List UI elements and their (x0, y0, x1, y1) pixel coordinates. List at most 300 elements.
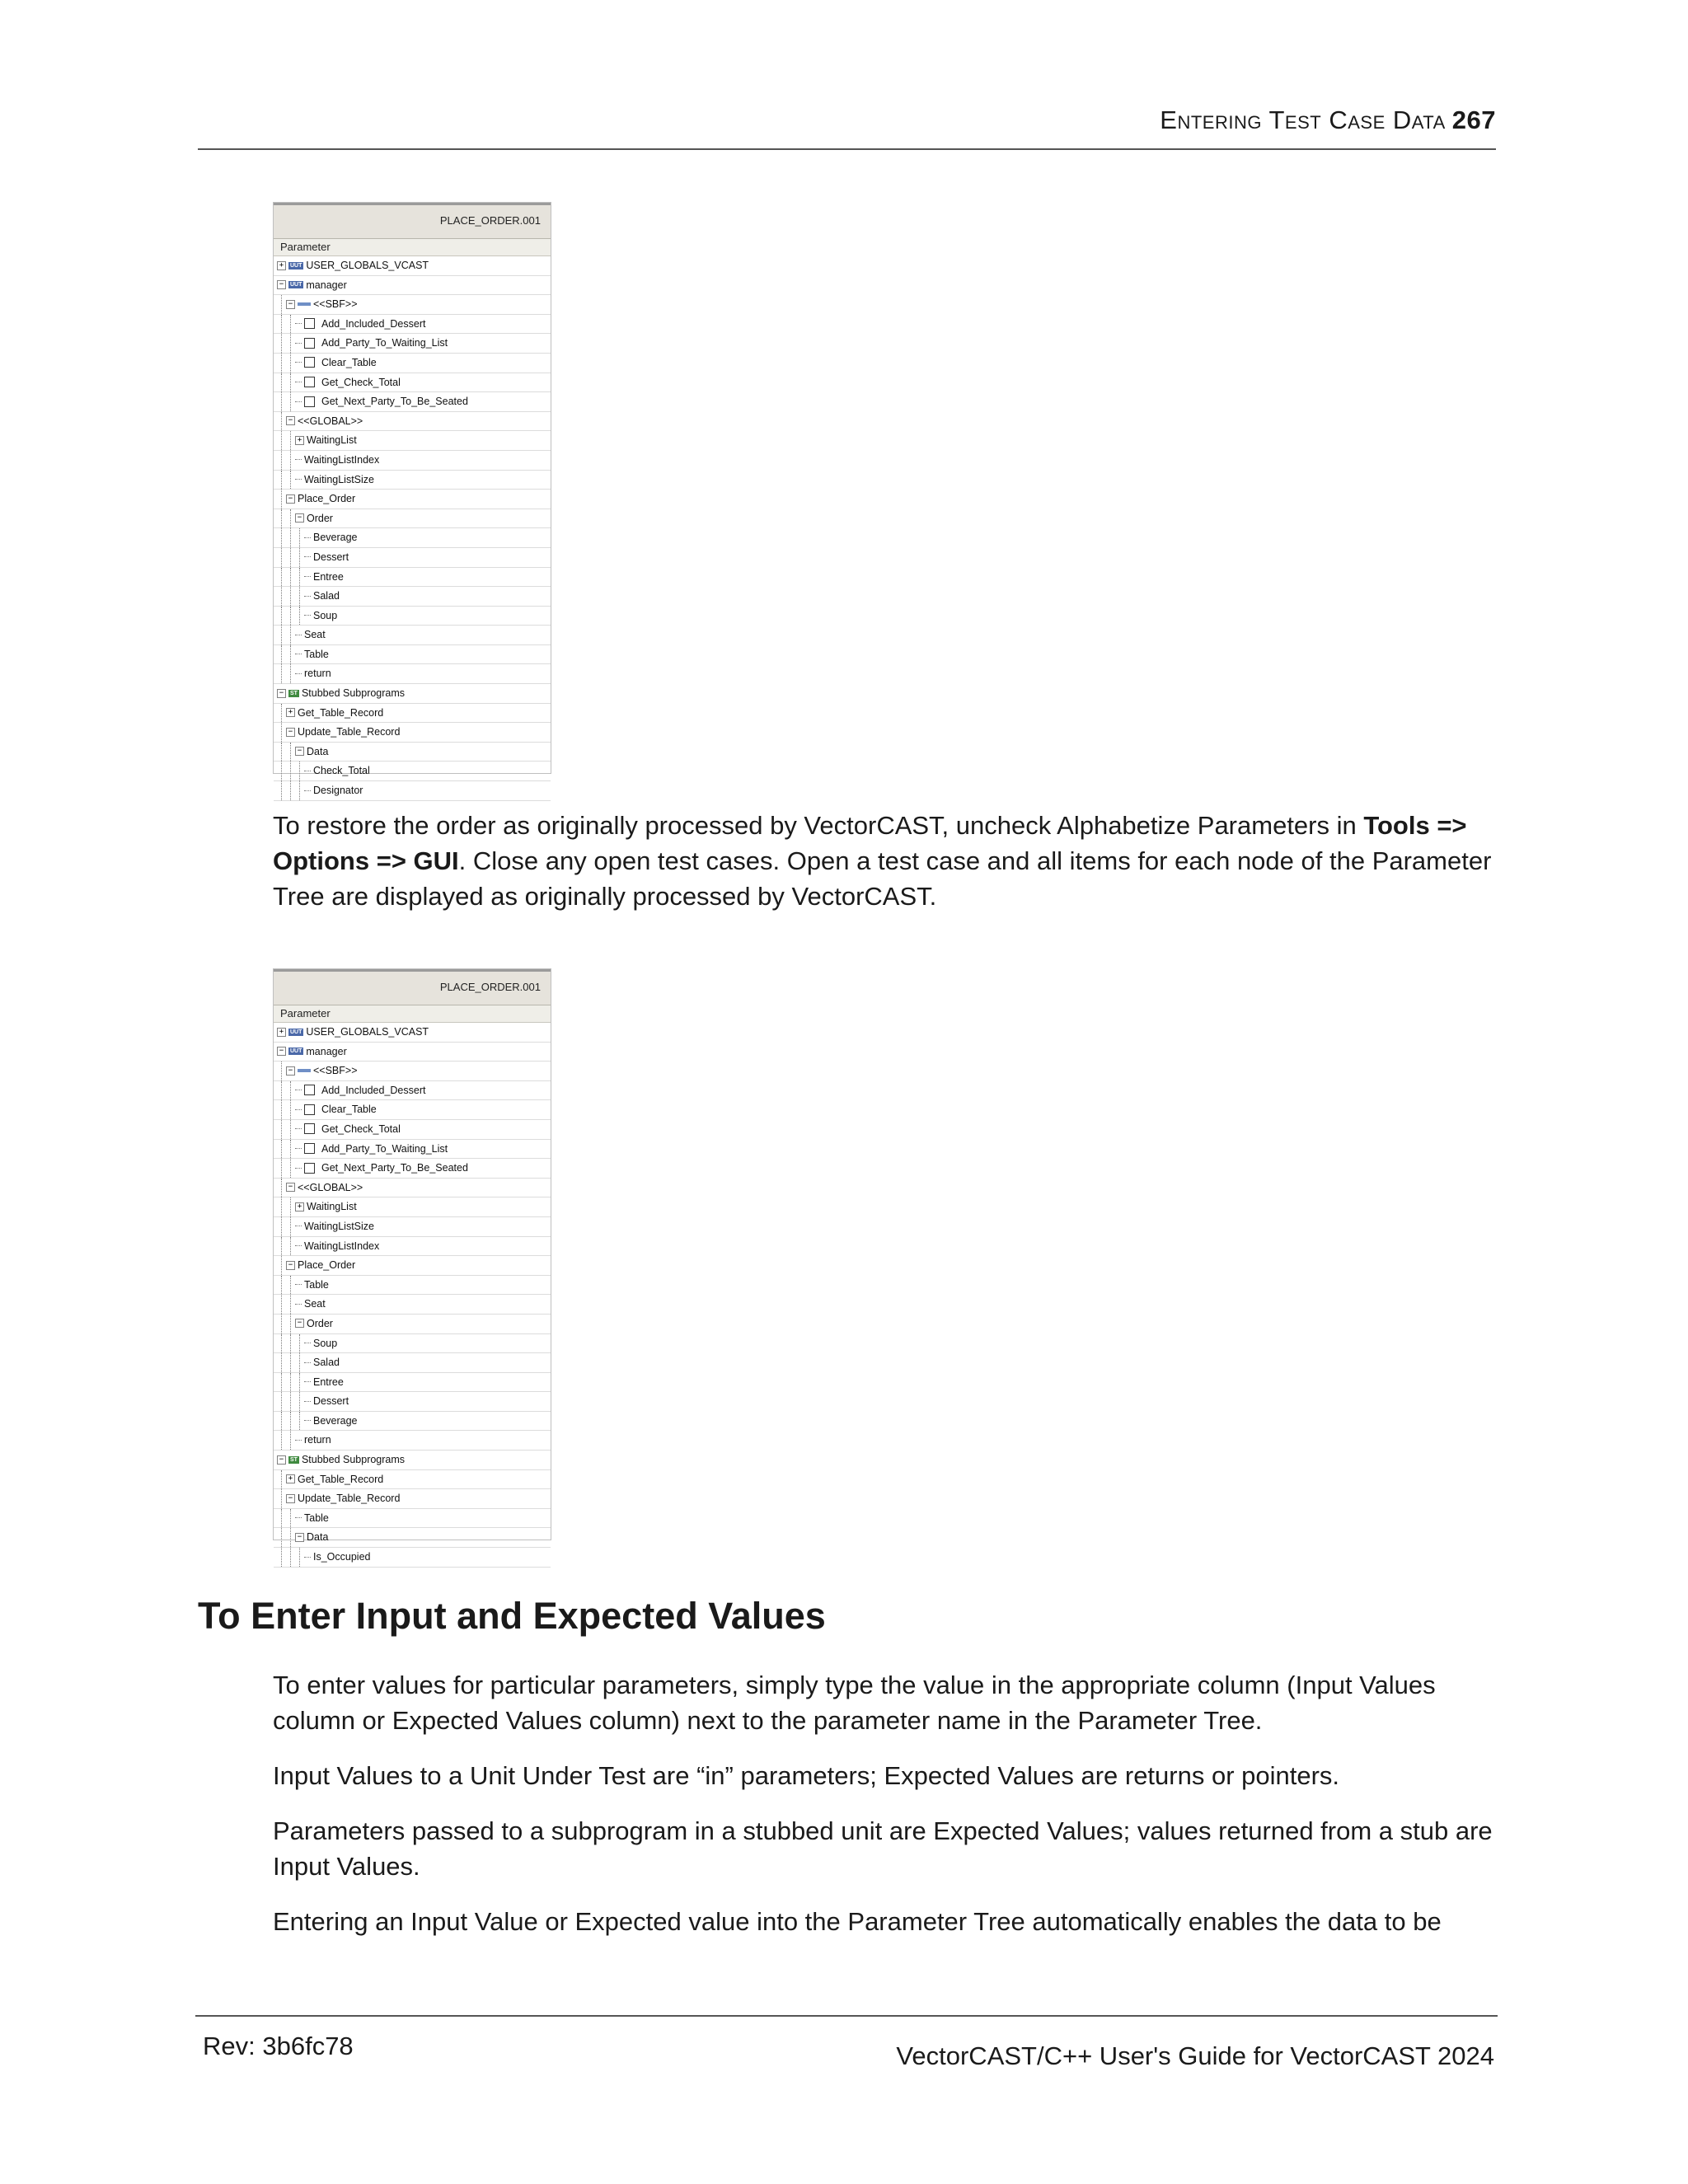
tree-cell (286, 490, 355, 508)
tree-cell (295, 315, 425, 333)
tree-connector (295, 1304, 302, 1305)
test-case-name: PLACE_ORDER.001 (439, 981, 541, 993)
collapse-icon[interactable]: − (286, 1066, 295, 1076)
expand-icon[interactable]: + (286, 1474, 295, 1483)
tree-cell (286, 1470, 383, 1488)
tree-cell (304, 528, 358, 546)
tree-guide-line (281, 645, 283, 664)
tree-guide-line (299, 1392, 301, 1411)
tree-guide-line (281, 1140, 283, 1159)
tree-row[interactable] (274, 1353, 551, 1373)
uut-icon: UUT (290, 282, 302, 288)
tree-guide-line (281, 1489, 283, 1508)
tree-connector (295, 1109, 302, 1110)
tree-guide-line (299, 528, 301, 547)
tree-item-label: Clear_Table (321, 356, 377, 368)
uut-icon: UUT (290, 1048, 302, 1055)
page-header (198, 102, 1496, 150)
tree-guide-line (290, 781, 292, 800)
collapse-icon[interactable]: − (277, 280, 286, 289)
tree-guide-line (281, 471, 283, 490)
tree-item-label: manager (306, 1045, 347, 1057)
tree-row[interactable] (274, 1237, 551, 1257)
collapse-icon[interactable]: − (286, 494, 295, 504)
footer-rule (195, 2015, 1498, 2017)
tree-cell (286, 412, 363, 430)
tree-item-label: USER_GLOBALS_VCAST (306, 1026, 429, 1038)
tree-row[interactable] (274, 1431, 551, 1451)
tree-row[interactable] (274, 1062, 551, 1081)
tree-connector (304, 1420, 311, 1421)
stub-icon: ST (290, 690, 298, 696)
tree-item-label: manager (306, 279, 347, 291)
stub-checkbox[interactable] (304, 338, 315, 349)
tree-row[interactable] (274, 1140, 551, 1160)
tree-item-label: Soup (313, 609, 338, 621)
tree-guide-line (290, 528, 292, 547)
tree-row[interactable] (274, 1159, 551, 1179)
running-header (1160, 105, 1496, 135)
tree-guide-line (281, 1353, 283, 1372)
tree-guide-line (281, 1431, 283, 1450)
tree-connector (304, 1557, 311, 1558)
tree-connector (295, 479, 302, 480)
tree-connector (295, 401, 302, 402)
collapse-icon[interactable]: − (295, 1319, 304, 1328)
stub-checkbox[interactable] (304, 357, 315, 368)
tree-row[interactable] (274, 315, 551, 335)
tree-item-label: Beverage (313, 532, 358, 544)
test-case-tab (274, 969, 551, 1005)
tree-guide-line (290, 1100, 292, 1119)
tree-guide-line (290, 451, 292, 470)
tree-row[interactable] (274, 1315, 551, 1334)
tree-cell (295, 1140, 448, 1158)
tree-cell (304, 1373, 344, 1391)
tree-item-label: Order (307, 1317, 333, 1329)
expand-icon[interactable]: + (286, 708, 295, 717)
tree-guide-line (281, 1256, 283, 1275)
expand-icon[interactable]: + (277, 1028, 286, 1037)
collapse-icon[interactable]: − (286, 1494, 295, 1503)
tree-cell (295, 1100, 377, 1118)
tree-guide-line (299, 1334, 301, 1353)
tree-cell (277, 1043, 347, 1061)
tree-guide-line (281, 528, 283, 547)
tree-row[interactable] (274, 1256, 551, 1276)
tree-row[interactable] (274, 1509, 551, 1529)
tree-row[interactable] (274, 1120, 551, 1140)
tree-row[interactable] (274, 587, 551, 607)
tree-guide-line (290, 1528, 292, 1547)
tree-row[interactable] (274, 392, 551, 412)
tree-guide-line (281, 1159, 283, 1178)
tree-guide-line (299, 587, 301, 606)
collapse-icon[interactable]: − (295, 747, 304, 756)
tree-guide-line (290, 315, 292, 334)
tree-guide-line (281, 1217, 283, 1236)
tree-row[interactable] (274, 1334, 551, 1354)
tree-guide-line (281, 1509, 283, 1528)
tree-guide-line (290, 1120, 292, 1139)
tree-guide-line (290, 645, 292, 664)
tree-guide-line (290, 762, 292, 780)
stub-checkbox[interactable] (304, 318, 315, 329)
revision: Rev: 3b6fc78 (203, 2032, 354, 2060)
collapse-icon[interactable]: − (286, 300, 295, 309)
tree-guide-line (281, 1179, 283, 1197)
tree-row[interactable] (274, 431, 551, 451)
tree-guide-line (290, 1237, 292, 1256)
tree-item-label: Place_Order (298, 1259, 356, 1272)
tree-item-label: <<GLOBAL>> (298, 1181, 363, 1193)
tree-cell (286, 723, 400, 741)
tree-guide-line (290, 1392, 292, 1411)
tree-guide-line (281, 373, 283, 392)
tree-guide-line (281, 490, 283, 509)
tree-cell (304, 762, 370, 780)
chapter-title: Entering Test Case Data (1160, 105, 1446, 134)
tree-cell (295, 1276, 329, 1294)
tree-item-label: Table (304, 648, 329, 660)
page-number: 267 (1451, 105, 1496, 134)
collapse-icon[interactable]: − (277, 689, 286, 698)
tree-row[interactable] (274, 762, 551, 781)
tree-connector (304, 1381, 311, 1382)
tree-guide-line (281, 568, 283, 587)
tree-row[interactable] (274, 1548, 551, 1568)
tree-connector (295, 459, 302, 460)
parameter-tree (274, 1023, 551, 1568)
tree-row[interactable] (274, 1043, 551, 1062)
tree-cell (277, 1451, 405, 1469)
tree-item-label: <<GLOBAL>> (298, 415, 363, 427)
tree-row[interactable] (274, 607, 551, 626)
tree-connector (304, 576, 311, 577)
collapse-icon[interactable]: − (295, 1533, 304, 1542)
tree-item-label: Dessert (313, 551, 349, 563)
tree-item-label: Data (307, 745, 329, 757)
tree-cell (295, 509, 333, 527)
tree-row[interactable] (274, 334, 551, 354)
tree-item-label: WaitingListIndex (304, 1240, 380, 1252)
tree-row[interactable] (274, 471, 551, 490)
tree-guide-line (290, 548, 292, 567)
tree-guide-line (290, 373, 292, 392)
tree-cell (304, 568, 344, 586)
tree-cell (295, 392, 468, 410)
tree-connector (295, 1168, 302, 1169)
tree-row[interactable] (274, 1451, 551, 1470)
tree-connector (295, 1517, 302, 1518)
tree-cell (304, 781, 363, 799)
tree-guide-line (281, 412, 283, 431)
test-case-tab (274, 203, 551, 239)
stub-checkbox[interactable] (304, 1085, 315, 1095)
tree-item-label: Soup (313, 1337, 338, 1349)
tree-row[interactable] (274, 781, 551, 801)
tree-guide-line (299, 1548, 301, 1567)
tree-row[interactable] (274, 276, 551, 296)
tree-row[interactable] (274, 568, 551, 588)
tree-row[interactable] (274, 704, 551, 724)
tree-guide-line (290, 743, 292, 762)
tree-guide-line (281, 1237, 283, 1256)
tree-row[interactable] (274, 1197, 551, 1217)
tree-cell (295, 451, 379, 469)
tree-guide-line (281, 587, 283, 606)
tree-cell (286, 704, 383, 722)
tree-row[interactable] (274, 664, 551, 684)
tree-guide-line (281, 723, 283, 742)
tree-cell (295, 431, 357, 449)
tree-guide-line (281, 1334, 283, 1353)
tree-item-label: Update_Table_Record (298, 1493, 401, 1505)
tree-row[interactable] (274, 256, 551, 276)
tree-guide-line (299, 548, 301, 567)
expand-icon[interactable]: + (295, 436, 304, 445)
tree-row[interactable] (274, 645, 551, 665)
uut-icon: UUT (290, 262, 302, 269)
tree-guide-line (281, 392, 283, 411)
tree-row[interactable] (274, 1179, 551, 1198)
tree-row[interactable] (274, 1276, 551, 1296)
tree-connector (304, 1401, 311, 1402)
tree-guide-line (290, 1315, 292, 1333)
collapse-icon[interactable]: − (286, 1261, 295, 1270)
stub-checkbox[interactable] (304, 377, 315, 387)
tree-guide-line (290, 1140, 292, 1159)
tree-guide-line (281, 1062, 283, 1080)
tree-item-label: Data (307, 1531, 329, 1544)
tree-guide-line (290, 334, 292, 353)
tree-guide-line (281, 1081, 283, 1100)
tree-cell (295, 373, 401, 391)
tree-cell (295, 1509, 329, 1527)
stub-checkbox[interactable] (304, 396, 315, 407)
tree-cell (304, 1334, 337, 1352)
tree-row[interactable] (274, 626, 551, 645)
tree-cell (304, 587, 340, 605)
parameter-tree-screenshot-original-order (273, 968, 551, 1563)
tree-connector (295, 673, 302, 674)
expand-icon[interactable]: + (277, 261, 286, 270)
tree-row[interactable] (274, 548, 551, 568)
para-text: . Close any open test cases. Open a test case and all items for each node of the Parameter Tree are displayed as originally processed by VectorCAST. (273, 846, 1492, 911)
tree-guide-line (281, 626, 283, 644)
tree-row[interactable] (274, 490, 551, 509)
tree-guide-line (281, 1392, 283, 1411)
tree-cell (304, 1412, 358, 1430)
expand-icon[interactable]: + (295, 1202, 304, 1212)
tree-row[interactable] (274, 1373, 551, 1393)
tree-connector (295, 1245, 302, 1246)
tree-row[interactable] (274, 1295, 551, 1315)
parameter-tree (274, 256, 551, 801)
stub-icon: ST (290, 1456, 298, 1463)
tree-row[interactable] (274, 743, 551, 762)
tree-guide-line (281, 295, 283, 314)
tree-guide-line (281, 664, 283, 683)
tree-guide-line (290, 1548, 292, 1567)
tree-cell (304, 1353, 340, 1371)
collapse-icon[interactable]: − (286, 728, 295, 737)
tree-item-label: WaitingListSize (304, 1220, 374, 1232)
tree-cell (295, 1159, 468, 1177)
sbf-icon (298, 302, 311, 306)
tree-guide-line (290, 1373, 292, 1392)
tree-guide-line (290, 626, 292, 644)
tree-item-label: Get_Check_Total (321, 1122, 401, 1135)
tree-guide-line (290, 1159, 292, 1178)
tree-guide-line (281, 431, 283, 450)
tree-guide-line (281, 781, 283, 800)
tree-item-label: Stubbed Subprograms (301, 687, 406, 700)
tree-item-label: Get_Table_Record (298, 1473, 384, 1485)
tree-row[interactable] (274, 451, 551, 471)
tree-row[interactable] (274, 295, 551, 315)
collapse-icon[interactable]: − (295, 513, 304, 523)
tree-cell (295, 645, 329, 663)
collapse-icon[interactable]: − (277, 1047, 286, 1056)
tree-row[interactable] (274, 1470, 551, 1490)
tree-item-label: WaitingList (307, 1201, 357, 1213)
tree-item-label: Get_Check_Total (321, 376, 401, 388)
parameter-column-header: Parameter (274, 239, 551, 256)
body-paragraph: Input Values to a Unit Under Test are “in” parameters; Expected Values are returns or pointers. (273, 1761, 1340, 1790)
tree-guide-line (299, 1353, 301, 1372)
tree-item-label: Get_Next_Party_To_Be_Seated (321, 1162, 468, 1174)
tree-row[interactable] (274, 1081, 551, 1101)
tree-item-label: Dessert (313, 1395, 349, 1408)
stub-checkbox[interactable] (304, 1143, 315, 1154)
tree-guide-line (290, 431, 292, 450)
tree-guide-line (281, 1412, 283, 1431)
tree-row[interactable] (274, 723, 551, 743)
tree-cell (295, 743, 328, 761)
tree-cell (304, 1548, 370, 1566)
test-case-name: PLACE_ORDER.001 (439, 214, 541, 227)
tree-row[interactable] (274, 684, 551, 704)
tree-cell (304, 548, 349, 566)
tree-cell (277, 1023, 429, 1041)
tree-item-label: Is_Occupied (313, 1551, 371, 1563)
collapse-icon[interactable]: − (277, 1455, 286, 1465)
stub-checkbox[interactable] (304, 1163, 315, 1174)
tree-guide-line (281, 1373, 283, 1392)
tree-connector (304, 790, 311, 791)
parameter-column-header: Parameter (274, 1005, 551, 1023)
tree-row[interactable] (274, 1217, 551, 1237)
tree-item-label: WaitingListSize (304, 473, 374, 485)
tree-row[interactable] (274, 354, 551, 373)
tree-guide-line (281, 743, 283, 762)
tree-item-label: Stubbed Subprograms (301, 1454, 406, 1466)
tree-guide-line (299, 607, 301, 626)
body-paragraph: Entering an Input Value or Expected value into the Parameter Tree automatically enables the data to be (273, 1907, 1442, 1936)
tree-row[interactable] (274, 373, 551, 393)
tree-connector (295, 1284, 302, 1285)
tree-guide-line (299, 1412, 301, 1431)
tree-cell (277, 276, 347, 294)
tree-guide-line (299, 1373, 301, 1392)
tree-guide-line (281, 1548, 283, 1567)
tree-item-label: Order (307, 512, 333, 524)
tree-guide-line (281, 354, 283, 373)
tree-cell (295, 1315, 333, 1333)
tree-item-label: Place_Order (298, 493, 356, 505)
tree-guide-line (281, 1120, 283, 1139)
tree-connector (295, 323, 302, 324)
tree-item-label: Add_Party_To_Waiting_List (321, 1142, 448, 1155)
tree-guide-line (290, 392, 292, 411)
document-title: VectorCAST/C++ User's Guide for VectorCAST 2024 (896, 2041, 1494, 2070)
tree-item-label: Salad (313, 590, 340, 602)
collapse-icon[interactable]: − (286, 1183, 295, 1192)
tree-guide-line (281, 1276, 283, 1295)
tree-cell (295, 1081, 425, 1099)
tree-cell (295, 664, 331, 682)
tree-cell (295, 1528, 328, 1546)
tree-guide-line (290, 509, 292, 528)
body-paragraph: To enter values for particular parameters, simply type the value in the appropriate column (Input Values column or Expected Values column) next to the parameter name in the Parameter Tree. (273, 1671, 1436, 1735)
tree-item-label: Clear_Table (321, 1104, 377, 1116)
tree-connector (295, 1440, 302, 1441)
collapse-icon[interactable]: − (286, 416, 295, 425)
tree-row[interactable] (274, 1100, 551, 1120)
tree-connector (295, 343, 302, 344)
tree-guide-line (281, 334, 283, 353)
tree-row[interactable] (274, 1023, 551, 1043)
tree-guide-line (281, 548, 283, 567)
tree-item-label: Entree (313, 1376, 344, 1388)
tree-row[interactable] (274, 1412, 551, 1432)
menu-path: Tools => Options => GUI (273, 811, 1467, 875)
tree-guide-line (281, 1197, 283, 1216)
stub-checkbox[interactable] (304, 1123, 315, 1134)
tree-guide-line (290, 1295, 292, 1314)
tree-guide-line (290, 1353, 292, 1372)
tree-row[interactable] (274, 412, 551, 432)
tree-cell (295, 1431, 331, 1449)
tree-item-label: Table (304, 1511, 329, 1524)
tree-guide-line (290, 1197, 292, 1216)
tree-guide-line (299, 781, 301, 800)
tree-item-label: Designator (313, 785, 363, 797)
tree-cell (295, 334, 448, 352)
tree-guide-line (281, 1100, 283, 1119)
tree-row[interactable] (274, 528, 551, 548)
tree-guide-line (290, 568, 292, 587)
section-heading: To Enter Input and Expected Values (198, 1595, 826, 1637)
tree-cell (286, 295, 358, 313)
tree-row[interactable] (274, 1392, 551, 1412)
tree-item-label: Seat (304, 1298, 326, 1310)
uut-icon: UUT (290, 1029, 302, 1035)
tree-guide-line (281, 1470, 283, 1489)
tree-guide-line (281, 1528, 283, 1547)
tree-row[interactable] (274, 509, 551, 529)
tree-row[interactable] (274, 1489, 551, 1509)
tree-item-label: Salad (313, 1357, 340, 1369)
tree-cell (295, 626, 326, 644)
tree-cell (304, 1392, 349, 1410)
tree-item-label: <<SBF>> (313, 1065, 358, 1077)
stub-checkbox[interactable] (304, 1104, 315, 1115)
tree-item-label: USER_GLOBALS_VCAST (306, 260, 429, 271)
tree-guide-line (290, 1412, 292, 1431)
tree-row[interactable] (274, 1528, 551, 1548)
